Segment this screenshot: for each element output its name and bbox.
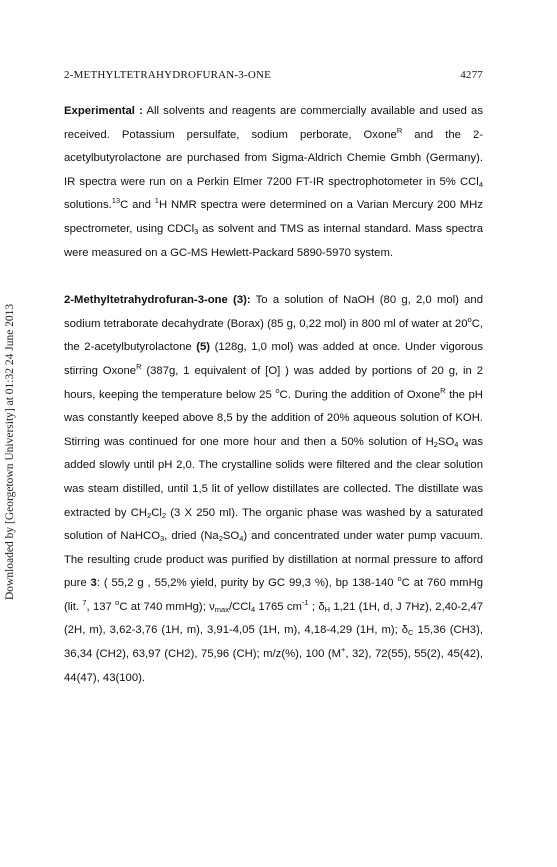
text-run: Cl [151, 506, 162, 519]
subscript: 2 [147, 510, 152, 520]
subscript: C [408, 628, 414, 638]
superscript: -1 [301, 597, 309, 607]
subscript: 3 [194, 226, 199, 236]
text-run: C and [120, 199, 155, 212]
text-run: as solvent and TMS as internal standard. Mass spectra were measured on a GC-MS Hewlett-Packard 5890-5970 system. [64, 222, 483, 259]
text-run: and the 2-acetylbutyrolactone are purchased from Sigma-Aldrich Chemie Gmbh (Germany). IR spectra were run on a Perkin Elmer 7200 FT-IR spectrophotometer in 5% CCl [64, 128, 483, 188]
compound-number: 3 [90, 577, 97, 590]
text-run: SO [437, 435, 455, 448]
text-run: (387g, 1 equivalent of [O] ) was added by portions of 20 g, in 2 hours, keeping the temperature below 25 [64, 364, 483, 401]
subscript: 2 [433, 439, 438, 449]
text-run: ) and concentrated under water pump vacuum. The resulting crude product was purified by distillation at normal pressure to afford pure [64, 530, 483, 590]
text-run: was added slowly until pH 2,0. The crystalline solids were filtered and the clear solution was steam distilled, until 1,5 lit of yellow distillates are collected. The distillate was extracted by CH [64, 435, 483, 519]
subscript: 4 [478, 179, 483, 189]
subscript: 4 [239, 534, 244, 544]
subscript: 2 [218, 534, 223, 544]
text-run: C at 740 mmHg); ν [119, 600, 215, 613]
reference-superscript: 7 [82, 597, 87, 607]
text-run: solutions. [64, 199, 112, 212]
text-run: C. During the addition of Oxone [279, 388, 441, 401]
synthesis-paragraph [64, 289, 483, 690]
text-run: (3 X 250 ml). The organic phase was washed by a saturated solution of NaHCO [64, 506, 483, 543]
page-number: 4277 [460, 69, 483, 81]
text-run: H NMR spectra were determined on a Varian Mercury 200 MHz spectrometer, using CDCl [64, 199, 483, 235]
superscript: 1 [154, 196, 159, 206]
compound-number: (5) [196, 341, 211, 354]
text-run: , dried (Na [164, 530, 219, 543]
superscript: + [341, 645, 346, 655]
text-run: /CCl [228, 600, 251, 613]
subscript: H [324, 604, 331, 614]
compound-heading: 2-Methyltetrahydrofuran-3-one (3): [64, 294, 251, 307]
text-run: To a solution of NaOH (80 g, 2,0 mol) and sodium tetraborate decahydrate (Borax) (85 g, 0,22 mol) in 800 ml of water at 20 [64, 294, 483, 330]
superscript: o [115, 597, 120, 607]
superscript: R [136, 361, 142, 371]
running-head-title: 2-METHYLTETRAHYDROFURAN-3-ONE [64, 69, 272, 81]
superscript: R [396, 125, 403, 135]
experimental-paragraph [64, 100, 483, 265]
superscript: 13 [111, 196, 121, 206]
superscript: o [275, 385, 280, 395]
text-run: 1765 cm [255, 600, 302, 613]
subscript: 4 [250, 604, 256, 614]
text-run: 1,21 (1H, d, J 7Hz), 2,40-2,47 (2H, m), 3,62-3,76 (1H, m), 3,91-4,05 (1H, m), 4,18-4,29 (1H, m); δ [64, 600, 484, 637]
subscript: max [214, 604, 229, 614]
text-run: , 32), 72(55), 55(2), 45(42), 44(47), 43(100). [64, 648, 483, 684]
text-run: All solvents and reagents are commercially available and used as received. Potassium persulfate, sodium perborate, Oxone [64, 105, 483, 141]
subscript: 2 [161, 510, 167, 520]
text-run: (128g, 1,0 mol) was added at once. Under vigorous stirring Oxone [64, 341, 483, 377]
experimental-heading: Experimental : [64, 105, 143, 117]
text-run: C, the 2-acetylbutyrolactone [64, 317, 483, 354]
download-watermark: Downloaded by [Georgetown University] at 01:32 24 June 2013 [4, 303, 16, 600]
body-text [64, 100, 483, 690]
text-run: C at 760 mmHg (lit. [64, 577, 484, 613]
text-run: 15,36 (CH3), 36,34 (CH2), 63,97 (CH2), 75,96 (CH); m/z(%), 100 (M [64, 624, 483, 661]
superscript: R [440, 385, 446, 395]
text-run: the pH was constantly keeped above 8,5 by the addition of 20% aqueous solution of KOH. Stirring was continued for one more hour and then a 50% solution of H [64, 388, 483, 448]
text-run: SO [222, 530, 240, 543]
superscript: o [397, 574, 402, 584]
text-run: , 137 [86, 600, 116, 613]
text-run: : ( 55,2 g , 55,2% yield, purity by GC 99,3 %), bp 138-140 [96, 577, 398, 590]
text-run: ; δ [308, 600, 325, 613]
subscript: 3 [159, 534, 165, 544]
superscript: o [467, 314, 472, 324]
subscript: 4 [454, 439, 459, 449]
